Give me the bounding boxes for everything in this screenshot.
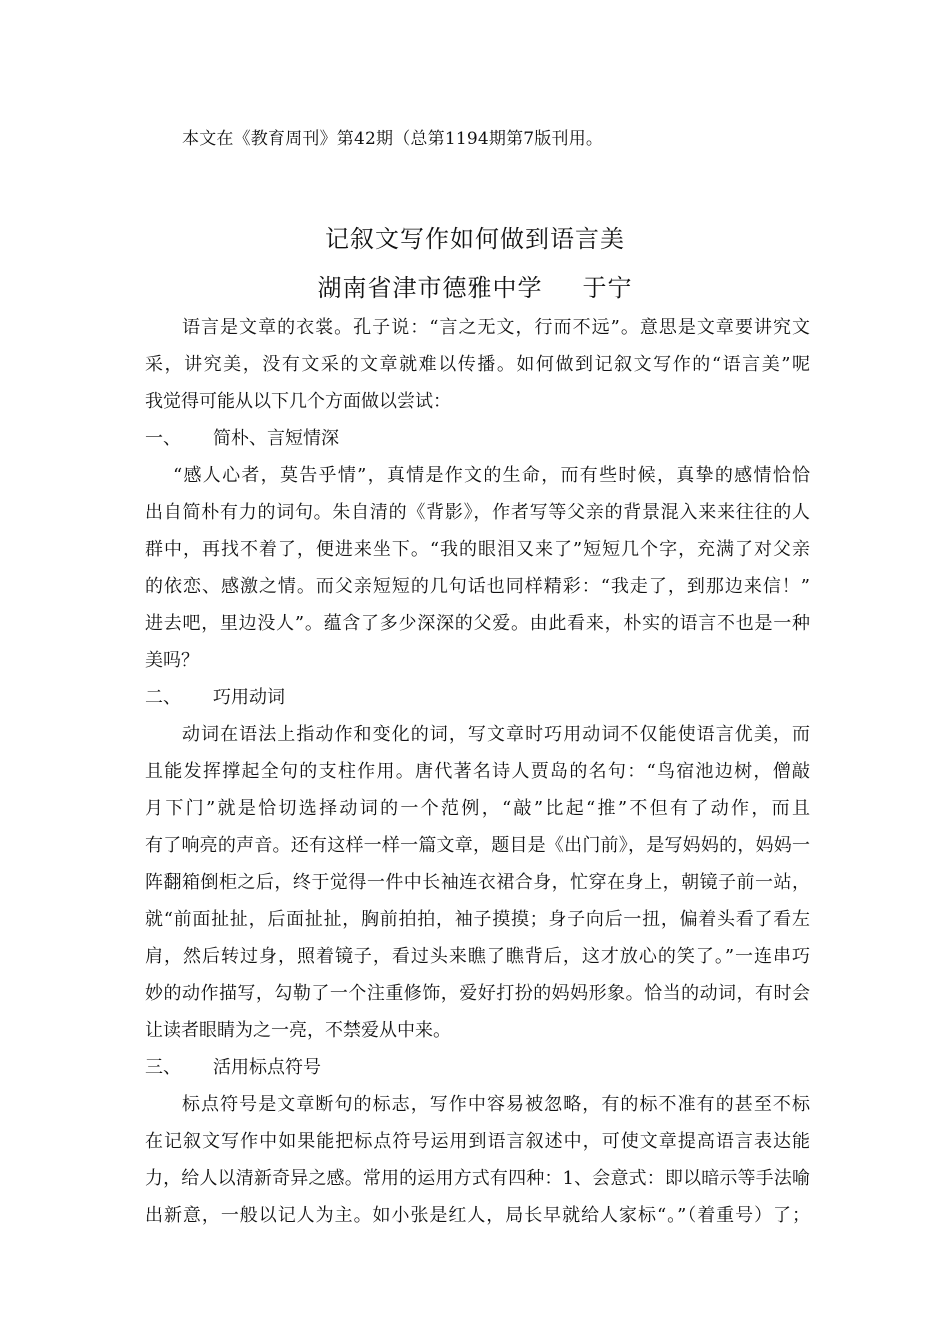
section-title: 活用标点符号 [213,1057,321,1078]
paragraph-line: 让读者眼睛为之一亮，不禁爱从中来。 [145,1020,451,1041]
author-school: 湖南省津市德雅中学 [317,274,543,302]
paragraph-line: 进去吧，里边没人”。蕴含了多少深深的父爱。由此看来，朴实的语言不也是一种 [145,613,810,634]
paragraph-line: 妙的动作描写，勾勒了一个注重修饰，爱好打扮的妈妈形象。恰当的动词，有时会 [145,983,810,1004]
paragraph-line: 标点符号是文章断句的标志，写作中容易被忽略，有的标不准有的甚至不标 [182,1094,810,1115]
author-name: 于宁 [582,274,633,302]
section-title: 简朴、言短情深 [213,428,339,449]
paragraph-line: 群中，再找不着了，便进来坐下。“我的眼泪又来了”短短几个字，充满了对父亲 [145,539,810,560]
section-heading [145,420,810,457]
article-title: 记叙文写作如何做到语言美 [325,225,625,253]
paragraph-line: 出新意，一般以记人为主。如小张是红人，局长早就给人家标“。”（着重号）了； [145,1205,810,1226]
paragraph-line: 月下门”就是恰切选择动词的一个范例，“敲”比起“推”不但有了动作，而且 [145,798,810,819]
paragraph-line: 肩，然后转过身，照着镜子，看过头来瞧了瞧背后，这才放心的笑了。”一连串巧 [145,946,810,967]
section-number: 三、 [145,1057,181,1078]
intro-line: 语言是文章的衣裳。孔子说：“言之无文，行而不远”。意思是文章要讲究文 [182,317,810,338]
paragraph-line: “感人心者，莫告乎情”，真情是作文的生命，而有些时候，真挚的感情恰恰 [173,465,810,486]
author-line [0,268,950,303]
section-heading [145,679,810,716]
section-number: 二、 [145,687,181,708]
paragraph-line: 阵翻箱倒柜之后，终于觉得一件中长袖连衣裙合身，忙穿在身上，朝镜子前一站， [145,872,810,893]
paragraph-line: 美吗？ [145,650,199,671]
paragraph-line: 力，给人以清新奇异之感。常用的运用方式有四种：1、会意式：即以暗示等手法喻 [145,1168,810,1189]
paragraph-line: 且能发挥撑起全句的支柱作用。唐代著名诗人贾岛的名句：“鸟宿池边树，僧敲 [145,761,810,782]
section-title: 巧用动词 [213,687,285,708]
paragraph-line: 的依恋、感激之情。而父亲短短的几句话也同样精彩：“我走了，到那边来信！” [145,576,810,597]
publication-note: 本文在《教育周刊》第42期（总第1194期第7版刊用。 [182,129,604,149]
paragraph-line: 就“前面扯扯，后面扯扯，胸前拍拍，袖子摸摸；身子向后一扭，偏着头看了看左 [145,909,810,930]
article-body [145,309,810,1234]
paragraph-line: 出自简朴有力的词句。朱自清的《背影》，作者写等父亲的背景混入来来往往的人 [145,502,810,523]
section-heading [145,1049,810,1086]
section-number: 一、 [145,428,181,449]
intro-line: 我觉得可能从以下几个方面做以尝试： [145,391,451,412]
intro-line: 采，讲究美，没有文采的文章就难以传播。如何做到记叙文写作的“语言美”呢 [145,354,810,375]
paragraph-line: 在记叙文写作中如果能把标点符号运用到语言叙述中，可使文章提高语言表达能 [145,1131,810,1152]
paragraph-line: 有了响亮的声音。还有这样一样一篇文章，题目是《出门前》，是写妈妈的，妈妈一 [145,835,810,856]
paragraph-line: 动词在语法上指动作和变化的词，写文章时巧用动词不仅能使语言优美，而 [182,724,810,745]
